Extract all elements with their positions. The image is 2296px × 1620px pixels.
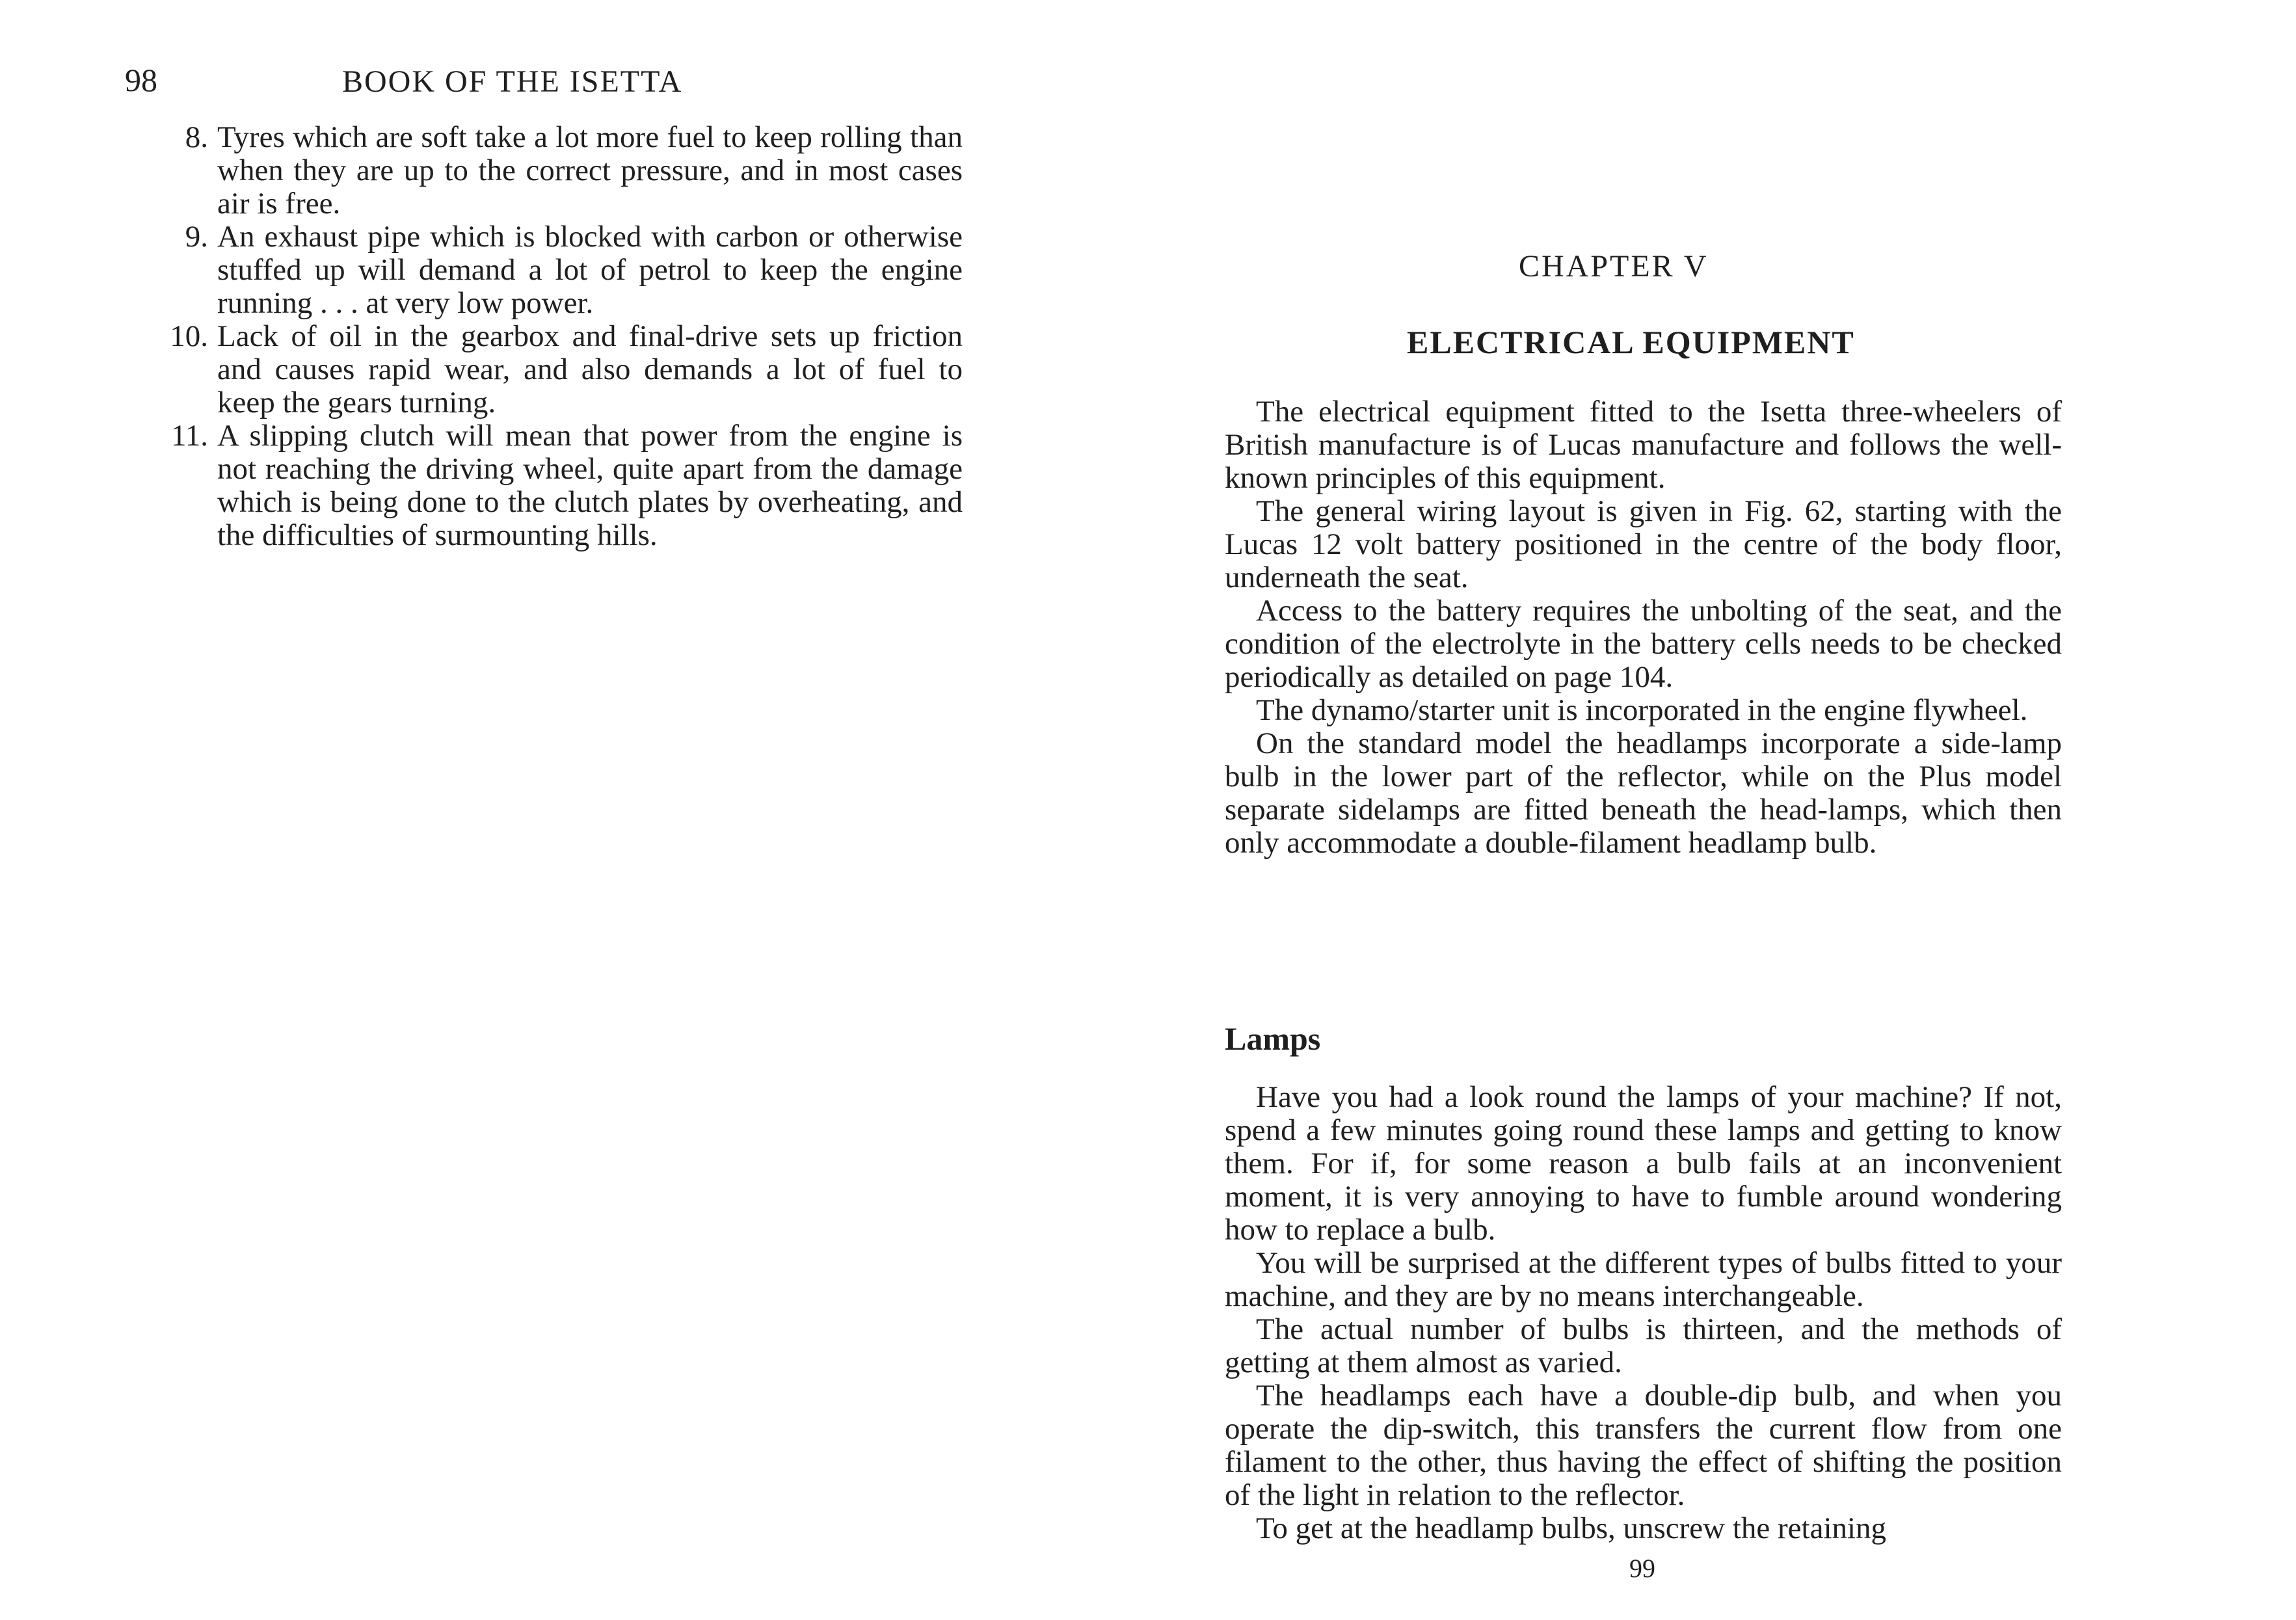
list-item: [150, 320, 963, 419]
paragraph: The headlamps each have a double-dip bulb, and when you operate the dip-switch, this transfers the current flow from one filament to the other, thus having the effect of shifting the position of the light in relation to the reflector.: [1225, 1379, 2062, 1512]
lamps-text: [1225, 1081, 2062, 1545]
list-item: [150, 419, 963, 552]
intro-text: [1225, 395, 2062, 860]
section-heading: Lamps: [1225, 1020, 1321, 1057]
list-number: 11.: [170, 419, 208, 453]
page-number: 98: [125, 62, 157, 98]
paragraph: Have you had a look round the lamps of your machine? If not, spend a few minutes going round these lamps and getting to know them. For if, for some reason a bulb fails at an inconvenient moment, it is very annoying to have to fumble around wondering how to replace a bulb.: [1225, 1080, 2062, 1247]
list-item: [150, 220, 963, 320]
list-text: Lack of oil in the gearbox and final-drive sets up friction and causes rapid wear, and also demands a lot of fuel to keep the gears turning.: [217, 319, 963, 419]
list-text: An exhaust pipe which is blocked with carbon or otherwise stuffed up will demand a lot of petrol to keep the engine running . . . at very low power.: [217, 220, 963, 320]
paragraph: On the standard model the headlamps incorporate a side-lamp bulb in the lower part of the reflector, while on the Plus model separate sidelamps are fitted beneath the head-lamps, which then only accommodate a double-filament headlamp bulb.: [1225, 726, 2062, 860]
list-number: 10.: [170, 319, 208, 353]
numbered-list: [150, 121, 963, 552]
chapter-label: CHAPTER V: [1519, 249, 1709, 284]
list-number: 9.: [185, 220, 208, 254]
paragraph: The general wiring layout is given in Fig. 62, starting with the Lucas 12 volt battery positioned in the centre of the body floor, underneath the seat.: [1225, 494, 2062, 594]
list-item: [150, 121, 963, 220]
list-text: Tyres which are soft take a lot more fuel to keep rolling than when they are up to the correct pressure, and in most cases air is free.: [217, 120, 963, 220]
chapter-title: ELECTRICAL EQUIPMENT: [1407, 324, 1855, 360]
paragraph: The electrical equipment fitted to the Isetta three-wheelers of British manufacture is of Lucas manufacture and follows the well-known principles of this equipment.: [1225, 395, 2062, 495]
paragraph: The actual number of bulbs is thirteen, and the methods of getting at them almost as varied.: [1225, 1312, 2062, 1379]
paragraph: You will be surprised at the different types of bulbs fitted to your machine, and they are by no means interchangeable.: [1225, 1246, 2062, 1313]
paragraph: The dynamo/starter unit is incorporated in the engine flywheel.: [1256, 693, 2028, 727]
paragraph: To get at the headlamp bulbs, unscrew the retaining: [1256, 1511, 1887, 1545]
running-head: BOOK OF THE ISETTA: [342, 64, 683, 99]
list-text: A slipping clutch will mean that power from the engine is not reaching the driving wheel, quite apart from the damage which is being done to the clutch plates by overheating, and the difficulties of surmounting hills.: [217, 419, 963, 552]
right-page: [1148, 0, 2296, 1620]
list-number: 8.: [185, 120, 208, 154]
paragraph: Access to the battery requires the unbolting of the seat, and the condition of the electrolyte in the battery cells needs to be checked periodically as detailed on page 104.: [1225, 594, 2062, 694]
page-number: 99: [1629, 1554, 1655, 1583]
